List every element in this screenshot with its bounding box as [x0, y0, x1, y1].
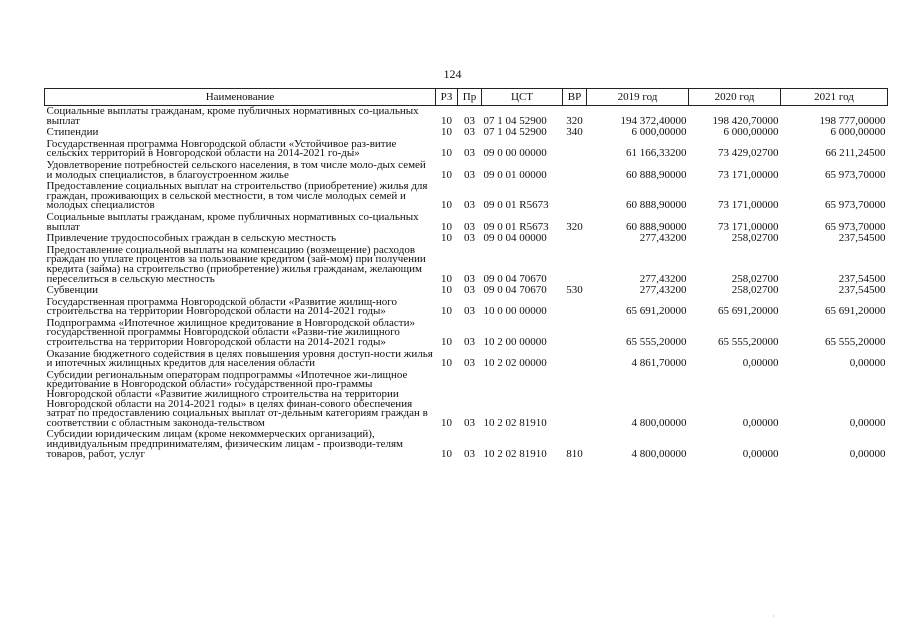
- row-2021: 65 555,20000: [825, 336, 886, 349]
- budget-table: [44, 88, 888, 460]
- row-name: Субсидии юридическим лицам (кроме некоммерческих организаций), индивидуальным предпринимателям, физическим лицам - производи-телям товаров, работ, услуг: [46, 428, 404, 460]
- header-cst: ЦСТ: [482, 89, 563, 106]
- table-row: [45, 139, 888, 160]
- row-2020: 198 420,70000: [712, 114, 779, 127]
- row-2019: 277,43200: [639, 284, 687, 297]
- row-2021: 65 973,70000: [825, 199, 886, 212]
- header-2019: 2019 год: [587, 89, 689, 106]
- row-pr: 03: [464, 284, 475, 297]
- row-vr: 810: [566, 447, 583, 460]
- row-pr: 03: [464, 336, 475, 349]
- row-2019: 4 861,70000: [631, 357, 687, 370]
- row-2020: 258,02700: [731, 284, 779, 297]
- row-rz: 10: [441, 147, 452, 160]
- row-vr: [563, 349, 587, 370]
- row-rz: 10: [441, 357, 452, 370]
- row-cst: 09 0 04 00000: [483, 232, 547, 245]
- row-pr: 03: [464, 147, 475, 160]
- row-rz: 10: [441, 114, 452, 127]
- row-vr: [563, 245, 587, 285]
- table-row: [45, 370, 888, 430]
- row-2021: 65 973,70000: [825, 220, 886, 233]
- row-name: Подпрограмма «Ипотечное жилищное кредитование в Новгородской области» государственной программы Новгородской области «Разви-тие жилищного строительства на территории Новгородской области на 2014-2021 годы»: [46, 316, 415, 349]
- row-cst: 10 0 00 00000: [483, 305, 547, 318]
- row-2019: 277,43200: [639, 272, 687, 285]
- row-vr: 320: [566, 114, 583, 127]
- row-2019: 65 691,20000: [626, 305, 687, 318]
- row-2019: 6 000,00000: [631, 126, 687, 139]
- row-2020: 73 171,00000: [718, 220, 779, 233]
- row-2019: 4 800,00000: [631, 447, 687, 460]
- row-rz: 10: [441, 199, 452, 212]
- row-cst: 09 0 01 R5673: [483, 220, 549, 233]
- row-name: Государственная программа Новгородской области «Развитие жилищ-ного строительства на территории Новгородской области на 2014-2021 годы»: [46, 295, 397, 318]
- row-2020: 258,02700: [731, 232, 779, 245]
- page-number: 124: [443, 67, 462, 81]
- row-cst: 10 2 02 00000: [483, 357, 547, 370]
- row-2020: 0,00000: [742, 416, 779, 429]
- row-pr: 03: [464, 232, 475, 245]
- row-2021: 66 211,24500: [825, 147, 886, 160]
- row-cst: 10 2 02 81910: [483, 416, 547, 429]
- row-vr: [563, 297, 587, 318]
- row-name: Стипендии: [46, 126, 99, 139]
- row-rz: 10: [441, 284, 452, 297]
- row-pr: 03: [464, 447, 475, 460]
- row-pr: 03: [464, 114, 475, 127]
- row-name: Привлечение трудоспособных граждан в сельскую местность: [46, 232, 336, 245]
- row-2019: 4 800,00000: [631, 416, 687, 429]
- header-vr: ВР: [563, 89, 587, 106]
- row-name: Государственная программа Новгородской области «Устойчивое раз-витие сельских территорий в Новгородской области на 2014-2021 го-ды»: [46, 137, 397, 160]
- row-vr: 320: [566, 220, 583, 233]
- table-row: [45, 318, 888, 349]
- row-2021: 6 000,00000: [830, 126, 886, 139]
- row-cst: 07 1 04 52900: [483, 126, 547, 139]
- row-name: Предоставление социальной выплаты на компенсацию (возмещение) расходов граждан по уплате процентов за пользование кредитом (зай-мом) при получении кредита (займа) на строительство (приобретение) жилья гражданам, желающим переселиться в сельскую местность: [46, 243, 426, 285]
- table-row: [45, 297, 888, 318]
- row-rz: 10: [441, 232, 452, 245]
- row-pr: 03: [464, 357, 475, 370]
- row-rz: 10: [441, 447, 452, 460]
- header-name: Наименование: [45, 89, 436, 106]
- row-vr: [563, 370, 587, 430]
- row-name: Субвенции: [46, 284, 99, 297]
- row-vr: [563, 139, 587, 160]
- row-2020: 65 555,20000: [718, 336, 779, 349]
- header-rz: РЗ: [436, 89, 458, 106]
- table-row: [45, 181, 888, 212]
- row-2020: 258,02700: [731, 272, 779, 285]
- row-2019: 60 888,90000: [626, 168, 687, 181]
- row-rz: 10: [441, 220, 452, 233]
- row-vr: [563, 318, 587, 349]
- row-name: Социальные выплаты гражданам, кроме публичных нормативных со-циальных выплат: [46, 105, 419, 127]
- row-cst: 09 0 00 00000: [483, 147, 547, 160]
- row-2020: 73 171,00000: [718, 199, 779, 212]
- row-name: Оказание бюджетного содействия в целях повышения уровня доступ-ности жилья и ипотечных жилищных кредитов для населения области: [46, 347, 433, 370]
- row-vr: [563, 160, 587, 181]
- row-rz: 10: [441, 416, 452, 429]
- table-row: [45, 160, 888, 181]
- table-row: [45, 233, 888, 245]
- row-rz: 10: [441, 272, 452, 285]
- row-cst: 09 0 04 70670: [483, 284, 547, 297]
- row-2019: 60 888,90000: [626, 199, 687, 212]
- row-name: Предоставление социальных выплат на строительство (приобретение) жилья для граждан, проживающих в сельской местности, в том числе молодых семей и молодых специалистов: [46, 180, 428, 212]
- row-2021: 65 973,70000: [825, 168, 886, 181]
- table-row: [45, 349, 888, 370]
- row-2021: 237,54500: [838, 272, 886, 285]
- row-rz: 10: [441, 168, 452, 181]
- row-pr: 03: [464, 272, 475, 285]
- row-2021: 0,00000: [849, 416, 886, 429]
- row-2019: 277,43200: [639, 232, 687, 245]
- row-2020: 65 691,20000: [718, 305, 779, 318]
- table-row: [45, 285, 888, 297]
- row-2021: 65 691,20000: [825, 305, 886, 318]
- row-rz: 10: [441, 305, 452, 318]
- row-vr: 530: [566, 284, 583, 297]
- row-2019: 60 888,90000: [626, 220, 687, 233]
- table-row: [45, 429, 888, 460]
- row-2021: 0,00000: [849, 447, 886, 460]
- row-2021: 237,54500: [838, 232, 886, 245]
- row-cst: 09 0 01 00000: [483, 168, 547, 181]
- row-2019: 65 555,20000: [626, 336, 687, 349]
- row-2020: 6 000,00000: [723, 126, 779, 139]
- row-vr: 340: [566, 126, 583, 139]
- table-header-row: [45, 89, 888, 106]
- table-row: [45, 245, 888, 285]
- row-2020: 0,00000: [742, 447, 779, 460]
- table-body: [45, 106, 888, 461]
- row-cst: 09 0 01 R5673: [483, 199, 549, 212]
- row-2021: 198 777,00000: [819, 114, 886, 127]
- row-cst: 10 2 02 81910: [483, 447, 547, 460]
- row-cst: 10 2 00 00000: [483, 336, 547, 349]
- row-name: Удовлетворение потребностей сельского населения, в том числе моло-дых семей и молодых специалистов, в благоустроенном жилье: [46, 158, 426, 181]
- row-2020: 73 429,02700: [718, 147, 779, 160]
- row-cst: 09 0 04 70670: [483, 272, 547, 285]
- row-pr: 03: [464, 305, 475, 318]
- row-pr: 03: [464, 126, 475, 139]
- row-name: Социальные выплаты гражданам, кроме публичных нормативных со-циальных выплат: [46, 210, 419, 233]
- row-pr: 03: [464, 168, 475, 181]
- row-2020: 0,00000: [742, 357, 779, 370]
- row-2021: 237,54500: [838, 284, 886, 297]
- row-cst: 07 1 04 52900: [483, 114, 547, 127]
- row-2020: 73 171,00000: [718, 168, 779, 181]
- header-pr: Пр: [458, 89, 482, 106]
- row-name: Субсидии региональным операторам подпрограммы «Ипотечное жи-лищное кредитование в Новгородской области» государственной про-граммы Новгородской области «Развитие жилищного строительства на территории Новгородской области на 2014-2021 годы» в целях финан-сового обеспечения затрат по предоставлению социальных выплат от-дельным категориям граждан в соответствии с областным законода-тельством: [46, 368, 428, 429]
- row-2019: 194 372,40000: [620, 114, 687, 127]
- row-vr: [563, 181, 587, 212]
- row-rz: 10: [441, 126, 452, 139]
- row-2019: 61 166,33200: [626, 147, 687, 160]
- row-vr: [563, 233, 587, 245]
- row-pr: 03: [464, 416, 475, 429]
- row-pr: 03: [464, 199, 475, 212]
- scan-mark: ·: [772, 612, 775, 621]
- header-2020: 2020 год: [689, 89, 781, 106]
- table-row: [45, 106, 888, 128]
- table-row: [45, 212, 888, 233]
- header-2021: 2021 год: [781, 89, 888, 106]
- row-2021: 0,00000: [849, 357, 886, 370]
- row-rz: 10: [441, 336, 452, 349]
- row-pr: 03: [464, 220, 475, 233]
